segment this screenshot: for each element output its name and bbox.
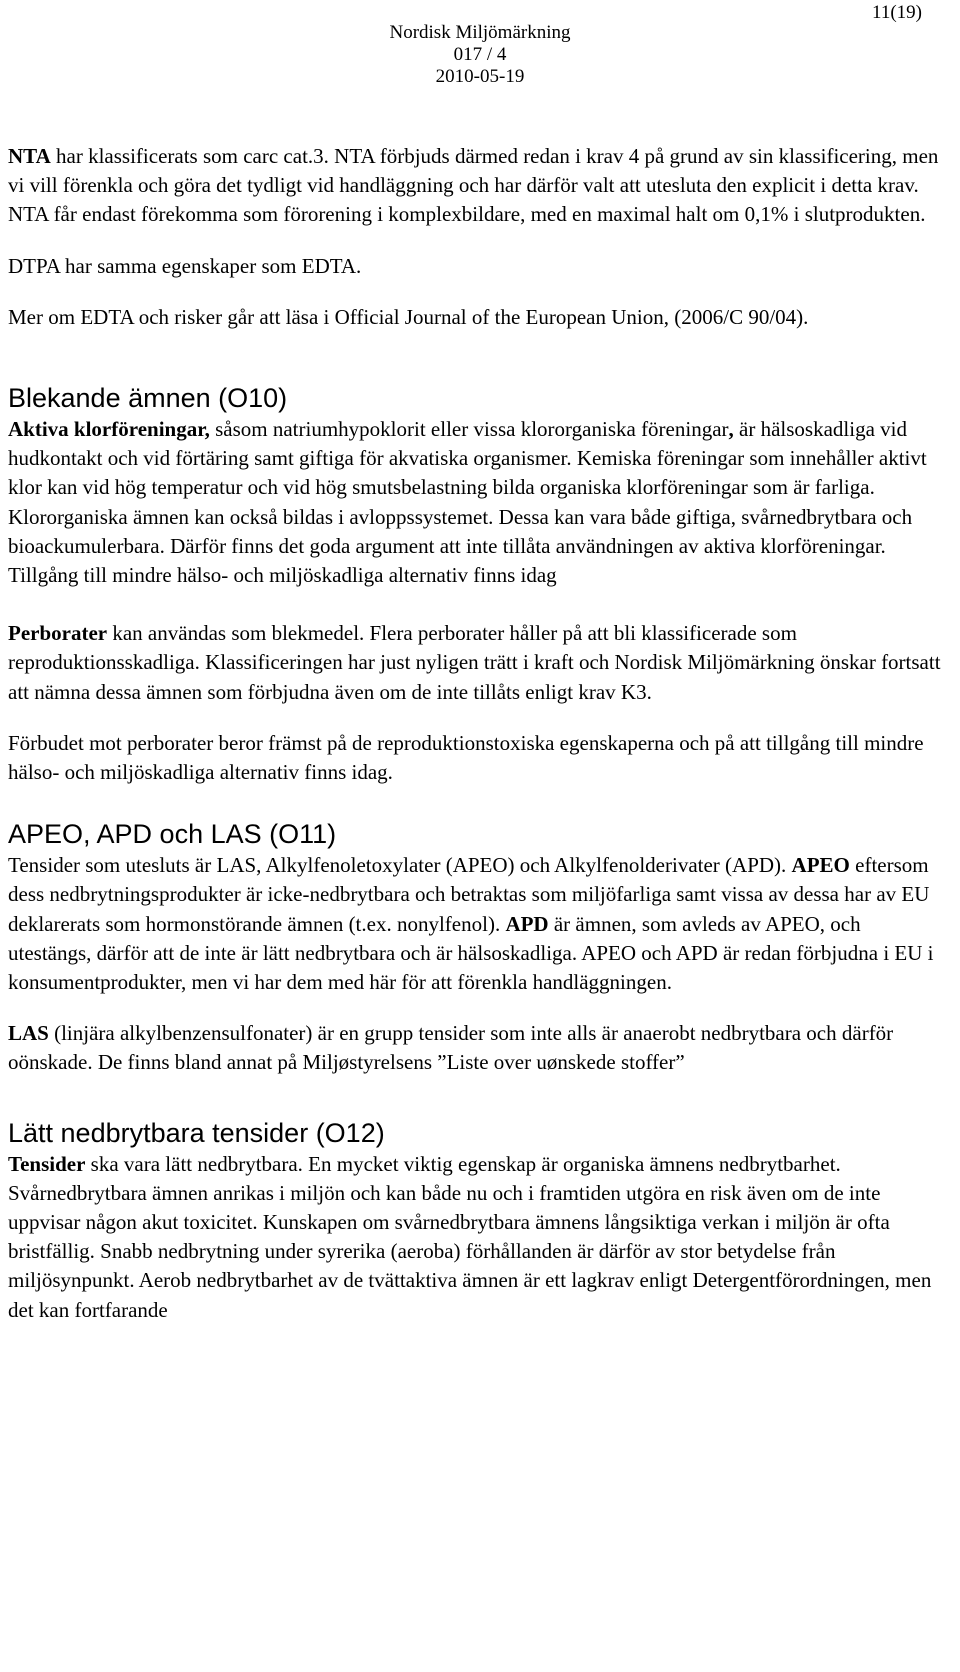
paragraph-text: är ämnen, som avleds av APEO, och utestängs, därför att de inte är lätt nedbrytbara och är hälsoskadliga. APEO och APD är redan förbjudna i EU i konsumentprodukter, men vi har dem med här för att förenkla handläggningen. xyxy=(8,911,934,995)
bold-term: NTA xyxy=(8,144,51,168)
bold-comma: , xyxy=(728,417,734,442)
heading-blekande-amnen: Blekande ämnen (O10) xyxy=(8,383,288,414)
paragraph-perborater-forbud: Förbudet mot perborater beror främst på de reproduktionstoxiska egenskaperna och på att tillgång till mindre hälso- och miljöskadliga alternativ finns idag. xyxy=(8,730,924,785)
paragraph-text: Tensider som utesluts är LAS, Alkylfenoletoxylater (APEO) och Alkylfenolderivater (APD). xyxy=(8,853,792,878)
paragraph-text: (linjära alkylbenzensulfonater) är en grupp tensider som inte alls är anaerobt nedbrytbara och därför oönskade. De finns bland annat på Miljøstyrelsens ”Liste over uønskede stoffer” xyxy=(8,1021,894,1075)
bold-term: Tensider xyxy=(8,1151,86,1176)
bold-term: Aktiva klorföreningar, xyxy=(8,417,210,442)
paragraph-klorforeningar xyxy=(8,415,948,590)
paragraph-text: är hälsoskadliga vid hudkontakt och vid förtäring samt giftiga för akvatiska organismer. Kemiska föreningar som innehåller aktivt klor kan vid hög temperatur och vid hög smutsbelastning bilda organiska klorföreningar som är farliga. Klororganiska ämnen kan också bildas i avloppssystemet. Dessa kan vara både giftiga, svårnedbrytbara och bioackumulerbara. Därför finns det goda argument att inte tillåta användningen av aktiva klorföreningar. Tillgång till mindre hälso- och miljöskadliga alternativ finns idag xyxy=(8,417,927,588)
paragraph-las xyxy=(8,1019,948,1077)
paragraph-text: har klassificerats som carc cat.3. NTA förbjuds därmed redan i krav 4 på grund av sin klassificering, men vi vill förenkla och göra det tydligt vid handläggning och har därför valt att utesluta den explicit i detta krav. NTA får endast förekomma som förorening i komplexbildare, med en maximal halt om 0,1% i slutprodukten. xyxy=(8,144,939,227)
paragraph-text: såsom natriumhypoklorit eller vissa klororganiska föreningar xyxy=(209,417,729,442)
bold-term: Perborater xyxy=(8,621,108,646)
paragraph-nta xyxy=(8,142,948,230)
document-header xyxy=(0,22,960,88)
heading-latt-nedbrytbara-tensider: Lätt nedbrytbara tensider (O12) xyxy=(8,1117,385,1148)
document-body xyxy=(8,142,948,1325)
page-number: 11(19) xyxy=(872,2,922,23)
paragraph-text: ska vara lätt nedbrytbara. En mycket viktig egenskap är organiska ämnens nedbrytbarhet. Svårnedbrytbara ämnen anrikas i miljön och kan både nu och i framtiden utgöra en risk även om de inte uppvisar någon akut toxicitet. Kunskapen om svårnedbrytbara ämnens långsiktiga verkan i miljön är ofta bristfällig. Snabb nedbrytning under syrerika (aeroba) förhållanden är därför av stor betydelse från miljösynpunkt. Aerob nedbrytbarhet av de tvättaktiva ämnen är ett lagkrav enligt Detergentförordningen, men det kan fortfarande xyxy=(8,1151,932,1322)
bold-term: LAS xyxy=(8,1021,49,1046)
header-date: 2010-05-19 xyxy=(435,66,525,87)
paragraph-text: eftersom dess nedbrytningsprodukter är icke-nedbrytbara och betraktas som miljöfarliga samt vissa av dessa har av EU deklarerats som hormonstörande ämnen (t.ex. nonylfenol). xyxy=(8,853,930,936)
paragraph-tensider-utesluts xyxy=(8,851,948,997)
paragraph-edta-reference: Mer om EDTA och risker går att läsa i Official Journal of the European Union, (2006/C 90/04). xyxy=(8,304,809,329)
bold-term: APD xyxy=(505,911,549,936)
bold-term: APEO xyxy=(791,853,850,878)
header-doc-number: 017 / 4 xyxy=(453,44,507,65)
header-org: Nordisk Miljömärkning xyxy=(389,22,571,43)
paragraph-perborater xyxy=(8,619,948,707)
paragraph-tensider-nedbrytbara xyxy=(8,1150,948,1325)
paragraph-dtpa: DTPA har samma egenskaper som EDTA. xyxy=(8,253,362,278)
heading-apeo-apd-las: APEO, APD och LAS (O11) xyxy=(8,819,337,850)
paragraph-text: kan användas som blekmedel. Flera perborater håller på att bli klassificerade som reproduktionsskadliga. Klassificeringen har just nyligen trätt i kraft och Nordisk Miljömärkning önskar fortsatt att nämna dessa ämnen som förbjudna även om de inte tillåts enligt krav K3. xyxy=(8,621,941,704)
